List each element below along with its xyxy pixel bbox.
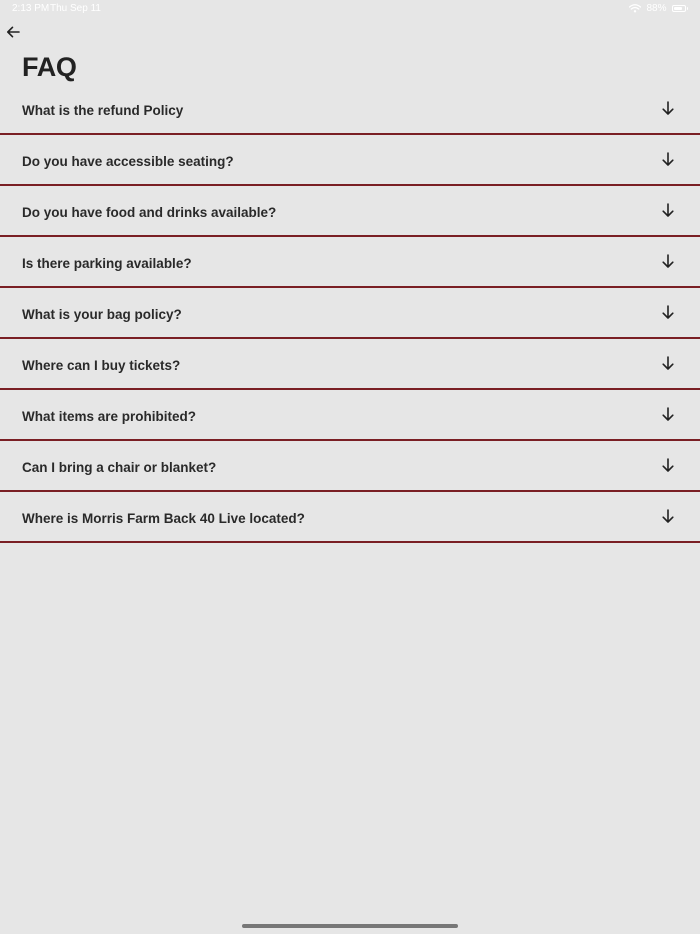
faq-item-chair-blanket[interactable] <box>0 441 700 492</box>
battery-percent: 88% <box>646 3 667 14</box>
faq-item-accessible-seating[interactable] <box>0 135 700 186</box>
faq-question: Do you have food and drinks available? <box>22 205 277 220</box>
arrow-down-icon[interactable] <box>660 202 676 218</box>
status-date: Thu Sep 11 <box>50 3 101 14</box>
back-button[interactable] <box>4 25 22 43</box>
faq-question: What is the refund Policy <box>22 103 184 118</box>
status-bar <box>0 0 700 18</box>
home-indicator[interactable] <box>242 924 458 928</box>
status-time: 2:13 PM <box>12 3 50 14</box>
faq-question: What is your bag policy? <box>22 307 182 322</box>
arrow-down-icon[interactable] <box>660 151 676 167</box>
wifi-icon <box>629 4 641 13</box>
faq-list <box>0 84 700 543</box>
page-title: FAQ <box>22 52 77 82</box>
faq-item-food-drinks[interactable] <box>0 186 700 237</box>
arrow-left-icon <box>6 25 20 43</box>
faq-question: What items are prohibited? <box>22 409 197 424</box>
faq-question: Where is Morris Farm Back 40 Live located? <box>22 511 305 526</box>
faq-item-bag-policy[interactable] <box>0 288 700 339</box>
status-indicators <box>629 3 688 14</box>
arrow-down-icon[interactable] <box>660 304 676 320</box>
faq-item-prohibited-items[interactable] <box>0 390 700 441</box>
battery-level <box>674 7 683 10</box>
arrow-down-icon[interactable] <box>660 355 676 371</box>
faq-question: Can I bring a chair or blanket? <box>22 460 217 475</box>
arrow-down-icon[interactable] <box>660 100 676 116</box>
faq-item-buy-tickets[interactable] <box>0 339 700 390</box>
faq-item-location[interactable] <box>0 492 700 543</box>
battery-icon <box>672 5 689 12</box>
arrow-down-icon[interactable] <box>660 253 676 269</box>
faq-question: Is there parking available? <box>22 256 192 271</box>
faq-item-refund-policy[interactable] <box>0 84 700 135</box>
faq-item-parking[interactable] <box>0 237 700 288</box>
faq-question: Do you have accessible seating? <box>22 154 234 169</box>
arrow-down-icon[interactable] <box>660 508 676 524</box>
arrow-down-icon[interactable] <box>660 406 676 422</box>
arrow-down-icon[interactable] <box>660 457 676 473</box>
faq-question: Where can I buy tickets? <box>22 358 181 373</box>
